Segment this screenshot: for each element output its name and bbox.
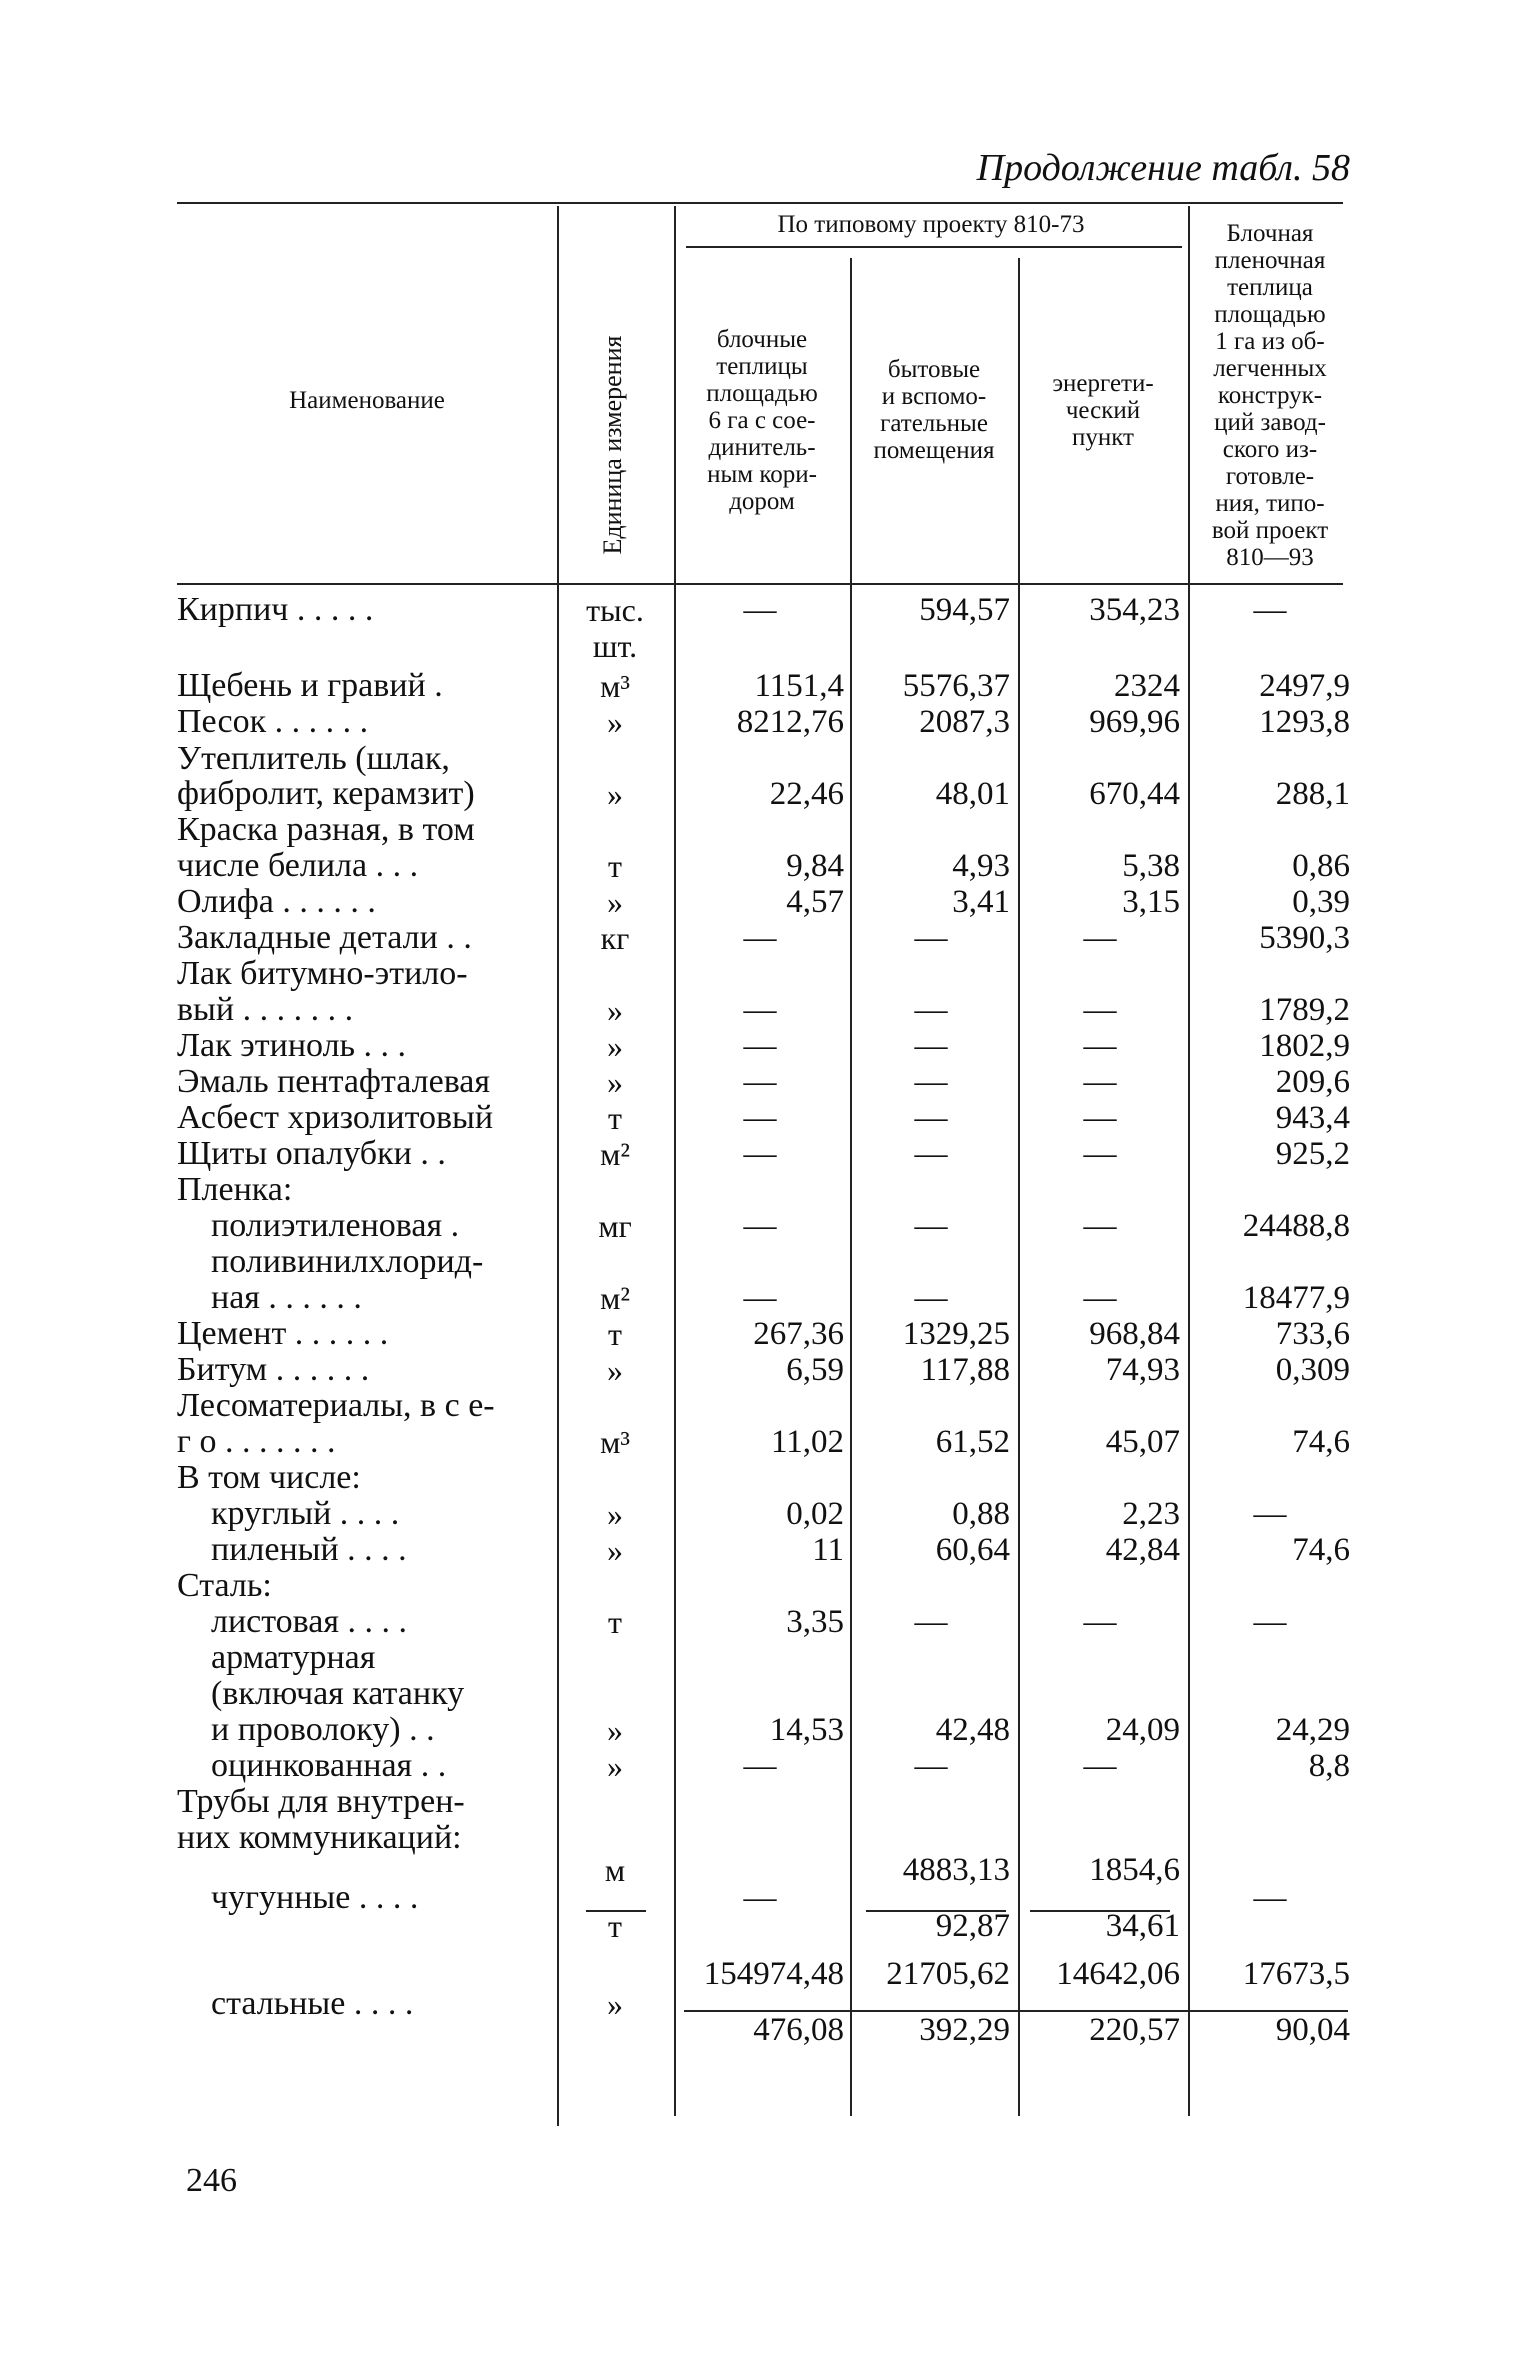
header-col3 [1020, 360, 1186, 460]
row-value-col1: 9,84 [786, 848, 844, 884]
row-name: оцинкованная . . [177, 1748, 447, 1784]
row-name: (включая катанку [177, 1676, 465, 1712]
row-name: них коммуникаций: [177, 1820, 462, 1856]
row-name: листовая . . . . [177, 1604, 407, 1640]
row-name: г о . . . . . . . [177, 1424, 336, 1460]
row-value-col4: — [1253, 1880, 1287, 1916]
row-value-col1: 1151,4 [754, 668, 844, 704]
row-value-col4: — [1253, 1496, 1287, 1532]
row-value-col3: 24,09 [1105, 1712, 1180, 1748]
row-value-col4: — [1253, 1604, 1287, 1640]
row-value-col3: 670,44 [1089, 776, 1180, 812]
row-value-col2: — [914, 1064, 948, 1100]
row-value-col2: 117,88 [920, 1352, 1010, 1388]
header-col2 [852, 330, 1016, 490]
row-unit: м³ [600, 668, 630, 704]
row-name: и проволоку) . . [177, 1712, 435, 1748]
row-value-col2: 5576,37 [902, 668, 1010, 704]
row-value-col2: — [914, 1028, 948, 1064]
group-header-rule [686, 246, 1182, 248]
header-col4-line: ций завод- [1214, 408, 1326, 436]
row-value-col2: 21705,62 [886, 1956, 1010, 1992]
row-name: Краска разная, в том [177, 812, 475, 848]
row-value-col2: 60,64 [935, 1532, 1010, 1568]
row-value-col3: 1854,6 [1089, 1852, 1180, 1888]
row-unit: » [607, 1748, 623, 1784]
row-unit: мг [598, 1208, 632, 1244]
header-col4-line: ского из- [1222, 435, 1318, 463]
header-col1-line: блочные [716, 325, 808, 353]
row-unit: » [607, 1496, 623, 1532]
header-col3-line: энергети- [1052, 369, 1154, 397]
row-value-col1: 154974,48 [703, 1956, 844, 1992]
row-unit: т [608, 1908, 622, 1944]
row-value-col2: 42,48 [935, 1712, 1010, 1748]
header-col2-line: и вспомо- [881, 383, 987, 410]
row-unit: м³ [600, 1424, 630, 1460]
col3-divider [1018, 258, 1020, 2116]
row-value-col2: 48,01 [935, 776, 1010, 812]
row-name: В том числе: [177, 1460, 361, 1496]
row-value-col3: 2,23 [1122, 1496, 1180, 1532]
header-col4-line: теплица [1227, 273, 1313, 301]
row-value-col3: 968,84 [1089, 1316, 1180, 1352]
row-value-col1: — [743, 1280, 777, 1316]
row-unit: » [607, 776, 623, 812]
row-value-col3: — [1083, 992, 1117, 1028]
row-value-col2: — [914, 1748, 948, 1784]
row-unit: т [608, 1100, 622, 1136]
row-unit: » [607, 884, 623, 920]
header-col4-line: пленочная [1214, 246, 1326, 274]
row-name: Лак этиноль . . . [177, 1028, 407, 1064]
row-name: ная . . . . . . [177, 1280, 362, 1316]
row-name: Эмаль пентафталевая [177, 1064, 491, 1100]
row-value-col2: 3,41 [952, 884, 1010, 920]
row-unit: » [607, 1028, 623, 1064]
row-value-col4: 1789,2 [1259, 992, 1350, 1028]
row-value-col4: 2497,9 [1259, 668, 1350, 704]
row-value-col2: 2087,3 [919, 704, 1010, 740]
row-name: Кирпич . . . . . [177, 592, 374, 628]
row-value-col3: 42,84 [1105, 1532, 1180, 1568]
row-value-col4: 24488,8 [1242, 1208, 1350, 1244]
row-value-col1: — [743, 592, 777, 628]
row-value-col1: — [743, 920, 777, 956]
row-unit: » [607, 1986, 623, 2022]
header-bottom-rule [177, 583, 1343, 585]
header-col1-line: ным кори- [707, 460, 817, 488]
row-value-col4: 0,86 [1292, 848, 1350, 884]
row-value-col3: 220,57 [1089, 2012, 1180, 2048]
row-value-col1: — [743, 992, 777, 1028]
row-value-col3: — [1083, 1280, 1117, 1316]
row-name: Олифа . . . . . . [177, 884, 376, 920]
row-value-col2: 392,29 [919, 2012, 1010, 2048]
row-value-col1: 476,08 [753, 2012, 844, 2048]
row-value-col1: 3,35 [786, 1604, 844, 1640]
row-value-col4: 925,2 [1275, 1136, 1350, 1172]
row-name: вый . . . . . . . [177, 992, 354, 1028]
row-name: Щебень и гравий . [177, 668, 443, 704]
table-caption: Продолжение табл. 58 [976, 147, 1350, 189]
row-value-col3: 969,96 [1089, 704, 1180, 740]
row-name: круглый . . . . [177, 1496, 400, 1532]
row-value-col1: — [743, 1100, 777, 1136]
row-value-col2: 4883,13 [902, 1852, 1010, 1888]
row-value-col1: — [743, 1748, 777, 1784]
row-name: арматурная [177, 1640, 376, 1676]
header-col2-line: помещения [873, 437, 995, 464]
header-col1 [676, 300, 848, 540]
row-unit: м² [600, 1136, 630, 1172]
row-unit: » [607, 1352, 623, 1388]
row-value-col2: — [914, 1604, 948, 1640]
header-col1-line: 6 га с сое- [708, 406, 816, 434]
row-value-col2: — [914, 992, 948, 1028]
row-value-col1: 22,46 [769, 776, 844, 812]
header-col3-line: пункт [1071, 423, 1134, 451]
row-name: Лак битумно-этило- [177, 956, 468, 992]
row-name: Лесоматериалы, в с е- [177, 1388, 495, 1424]
header-col4-line: 1 га из об- [1215, 327, 1325, 355]
header-col3-line: ческий [1065, 396, 1141, 424]
row-value-col3: 354,23 [1089, 592, 1180, 628]
header-col4-line: 810—93 [1226, 543, 1314, 571]
header-col1-line: динитель- [708, 433, 816, 461]
row-name: Закладные детали . . [177, 920, 472, 956]
row-value-col1: 11,02 [770, 1424, 844, 1460]
header-col4-line: Блочная [1226, 219, 1314, 247]
row-unit: кг [600, 920, 630, 956]
row-value-col1: — [743, 1208, 777, 1244]
row-value-col3: 3,15 [1122, 884, 1180, 920]
row-value-col3: 14642,06 [1056, 1956, 1180, 1992]
row-value-col1: 4,57 [786, 884, 844, 920]
row-value-col3: — [1083, 1064, 1117, 1100]
row-value-col4: 74,6 [1292, 1424, 1350, 1460]
row-value-col2: 594,57 [919, 592, 1010, 628]
row-name: Трубы для внутрен- [177, 1784, 465, 1820]
row-value-col3: — [1083, 1604, 1117, 1640]
row-value-col3: 34,61 [1105, 1908, 1180, 1944]
row-name: Песок . . . . . . [177, 704, 369, 740]
header-col1-line: дором [729, 487, 795, 515]
row-value-col4: 288,1 [1275, 776, 1350, 812]
page-number: 246 [186, 2162, 237, 2199]
row-name: фибролит, керамзит) [177, 776, 475, 812]
row-unit: м² [600, 1280, 630, 1316]
row-unit: т [608, 1316, 622, 1352]
row-value-col4: 209,6 [1275, 1064, 1350, 1100]
row-value-col3: — [1083, 1136, 1117, 1172]
row-value-col2: — [914, 1208, 948, 1244]
row-value-col3: 5,38 [1122, 848, 1180, 884]
col2-divider [850, 258, 852, 2116]
row-name: Цемент . . . . . . [177, 1316, 389, 1352]
row-value-col4: 0,309 [1275, 1352, 1350, 1388]
header-unit: Единица измерения [598, 335, 627, 555]
header-col2-line: бытовые [887, 356, 981, 383]
row-value-col3: — [1083, 920, 1117, 956]
row-name: поливинилхлорид- [177, 1244, 484, 1280]
header-col4-line: вой проект [1211, 516, 1329, 544]
row-name: Щиты опалубки . . [177, 1136, 446, 1172]
unit-column-divider [557, 206, 559, 2126]
header-col4-line: площадью [1214, 300, 1326, 328]
row-value-col2: — [914, 1100, 948, 1136]
header-col2-line: гательные [880, 410, 988, 437]
header-col1-line: площадью [706, 379, 818, 407]
row-unit: т [608, 1604, 622, 1640]
row-unit: тыс. [586, 592, 644, 628]
row-value-col1: 267,36 [753, 1316, 844, 1352]
row-unit: » [607, 1532, 623, 1568]
row-value-col4: — [1253, 592, 1287, 628]
row-value-col4: 17673,5 [1242, 1956, 1350, 1992]
row-value-col2: 92,87 [935, 1908, 1010, 1944]
header-group: По типовому проекту 810-73 [777, 210, 1085, 238]
row-value-col3: — [1083, 1100, 1117, 1136]
row-value-col4: 943,4 [1275, 1100, 1350, 1136]
header-col4-line: конструк- [1217, 381, 1323, 409]
row-value-col4: 733,6 [1275, 1316, 1350, 1352]
row-value-col3: — [1083, 1748, 1117, 1784]
row-value-col1: — [743, 1028, 777, 1064]
header-col4-line: легченных [1213, 354, 1327, 382]
row-value-col4: 24,29 [1275, 1712, 1350, 1748]
row-name: Асбест хризолитовый [177, 1100, 494, 1136]
row-value-col4: 18477,9 [1242, 1280, 1350, 1316]
row-name: полиэтиленовая . [177, 1208, 460, 1244]
row-value-col2: 4,93 [952, 848, 1010, 884]
row-value-col3: 45,07 [1105, 1424, 1180, 1460]
header-col4 [1190, 210, 1350, 580]
row-value-col4: 5390,3 [1259, 920, 1350, 956]
row-value-col2: 61,52 [935, 1424, 1010, 1460]
row-name: Сталь: [177, 1568, 272, 1604]
row-value-col1: 8212,76 [736, 704, 844, 740]
row-value-col1: 14,53 [769, 1712, 844, 1748]
row-name: числе белила . . . [177, 848, 419, 884]
row-value-col3: 2324 [1114, 668, 1180, 704]
header-name: Наименование [289, 386, 445, 414]
row-name: Утеплитель (шлак, [177, 741, 450, 777]
row-value-col4: 0,39 [1292, 884, 1350, 920]
row-name: пиленый . . . . [177, 1532, 407, 1568]
row-value-col2: 0,88 [952, 1496, 1010, 1532]
row-value-col2: — [914, 1136, 948, 1172]
row-name: Битум . . . . . . [177, 1352, 370, 1388]
row-unit: » [607, 1712, 623, 1748]
row-value-col3: — [1083, 1208, 1117, 1244]
row-value-col3: 74,93 [1105, 1352, 1180, 1388]
row-value-col2: — [914, 920, 948, 956]
row-value-col2: — [914, 1280, 948, 1316]
row-unit: » [607, 1064, 623, 1100]
row-value-col4: 1293,8 [1259, 704, 1350, 740]
row-value-col1: — [743, 1064, 777, 1100]
row-value-col3: — [1083, 1028, 1117, 1064]
row-unit: т [608, 848, 622, 884]
row-value-col1: 0,02 [786, 1496, 844, 1532]
row-unit: м [604, 1852, 626, 1888]
row-value-col1: — [743, 1880, 777, 1916]
row-unit: » [607, 704, 623, 740]
row-name: Пленка: [177, 1172, 293, 1208]
row-unit: шт. [592, 628, 638, 664]
row-value-col4: 90,04 [1275, 2012, 1350, 2048]
row-value-col2: 1329,25 [902, 1316, 1010, 1352]
row-value-col4: 8,8 [1308, 1748, 1350, 1784]
row-value-col1: 11 [812, 1532, 844, 1568]
row-value-col1: 6,59 [786, 1352, 844, 1388]
row-value-col4: 1802,9 [1259, 1028, 1350, 1064]
row-value-col4: 74,6 [1292, 1532, 1350, 1568]
header-col4-line: ния, типо- [1215, 489, 1325, 517]
row-name: стальные . . . . [177, 1986, 414, 2022]
header-col4-line: готовле- [1225, 462, 1315, 490]
row-name: чугунные . . . . [177, 1880, 419, 1916]
header-col1-line: теплицы [716, 352, 808, 380]
row-value-col1: — [743, 1136, 777, 1172]
row-unit: » [607, 992, 623, 1028]
